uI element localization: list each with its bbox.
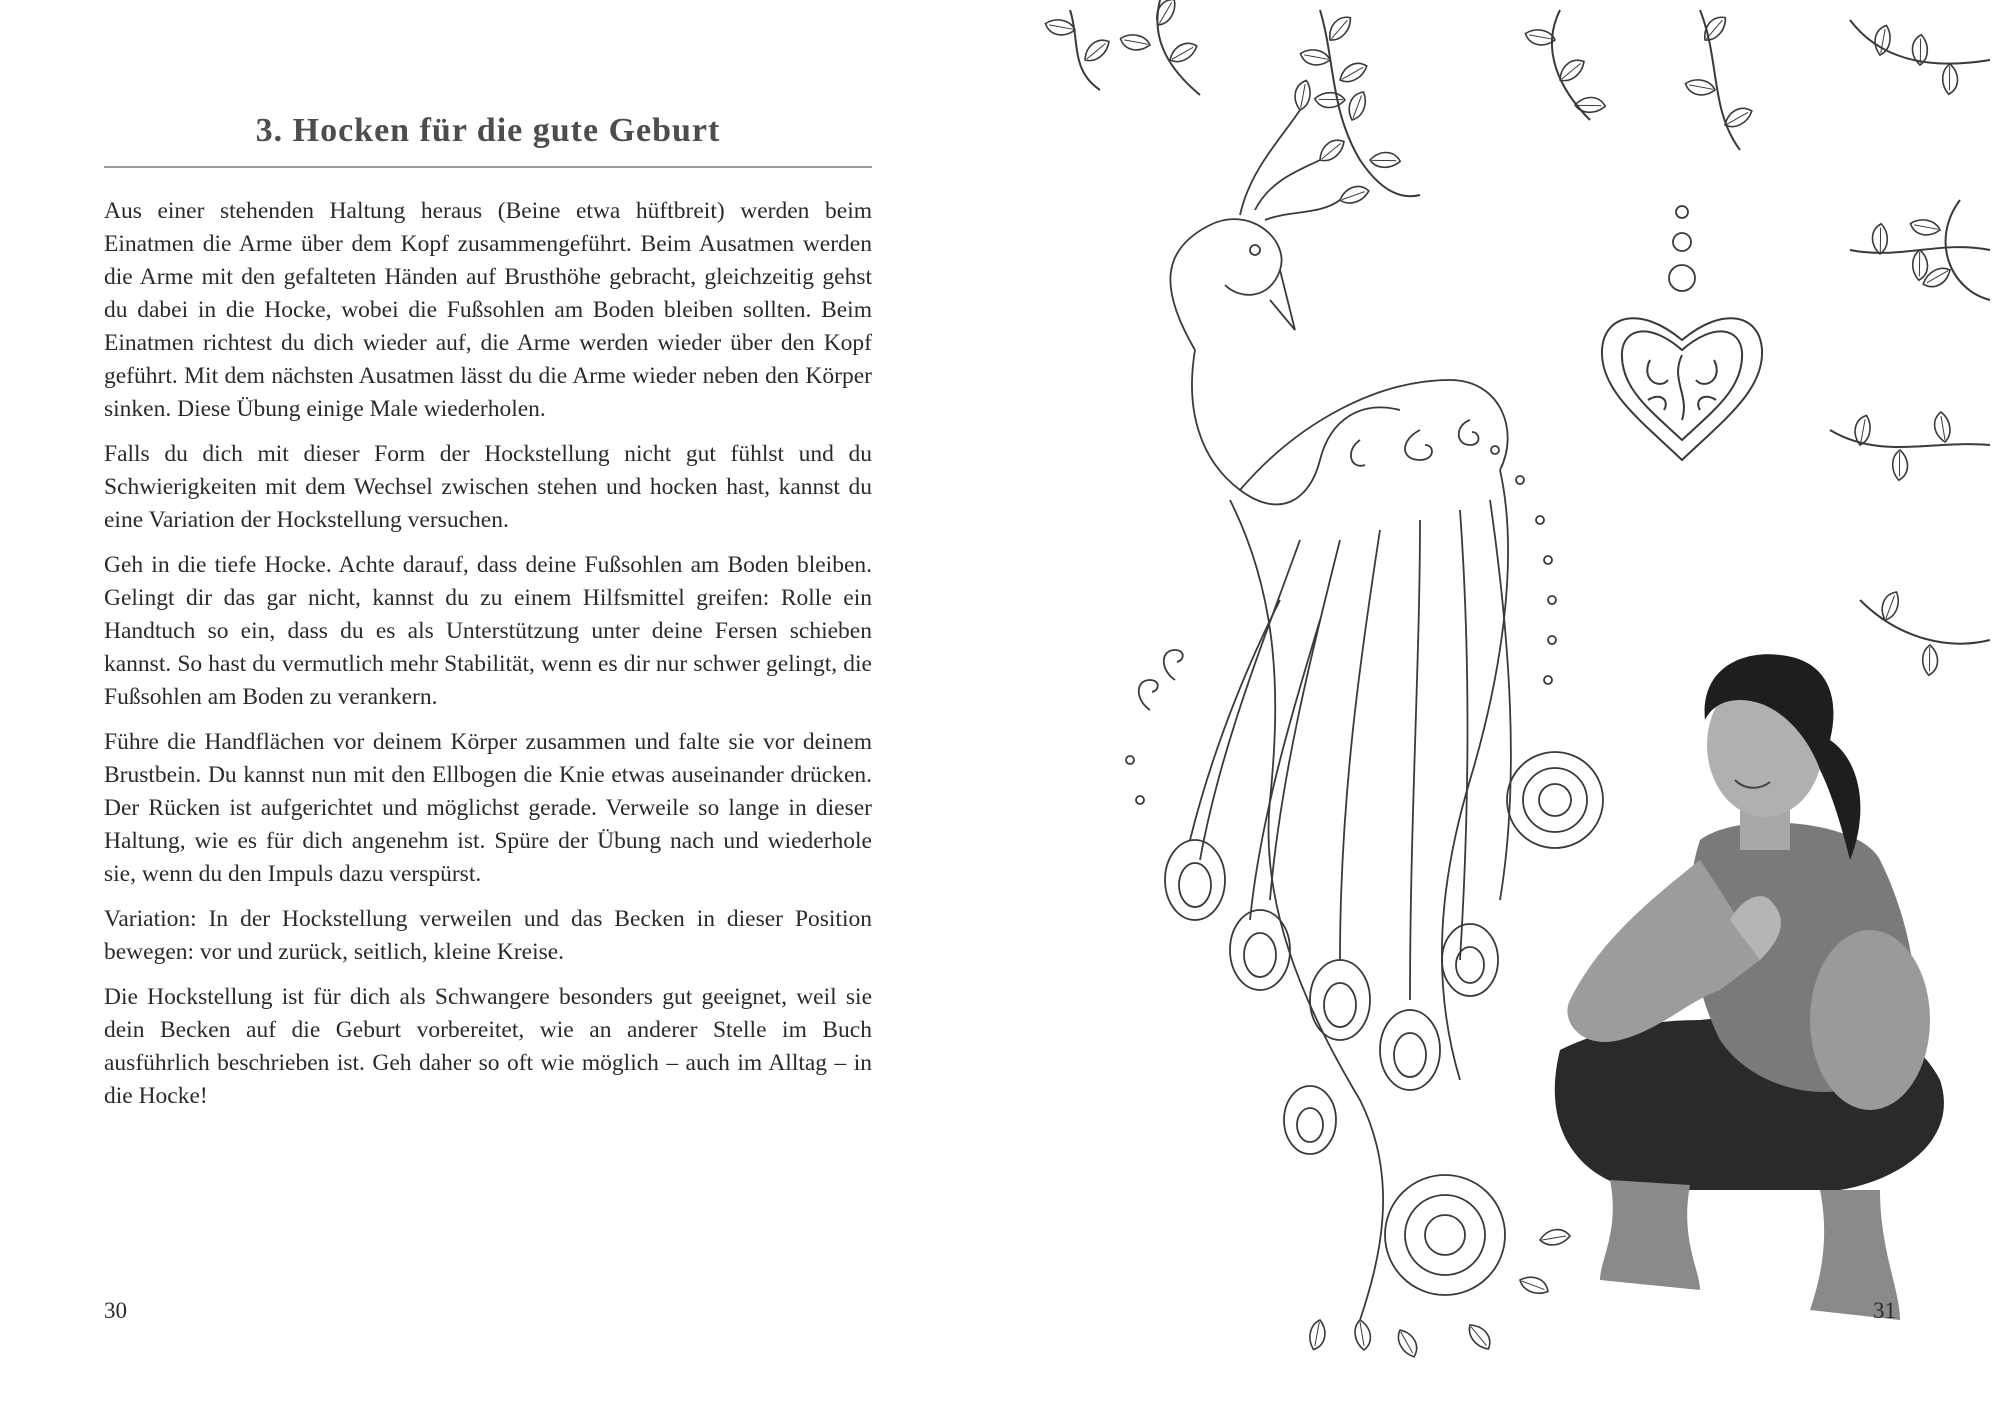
heading-rule bbox=[104, 166, 872, 168]
right-page bbox=[1000, 0, 2000, 1420]
paragraph: Variation: In der Hockstellung verweilen und das Becken in dieser Position bewegen: vor und zurück, seitlich, kleine Kreise. bbox=[104, 906, 872, 965]
section-heading: 3. Hocken für die gute Geburt bbox=[255, 112, 721, 149]
paragraph: Die Hockstellung ist für dich als Schwangere besonders gut geeignet, weil sie dein Becken auf die Geburt vorbereitet, wie an anderer Stelle im Buch ausführlich beschrieben ist. Geh daher so oft wie möglich – auch im Alltag – in die Hocke! bbox=[104, 984, 872, 1109]
paragraph: Aus einer stehenden Haltung heraus (Beine etwa hüftbreit) werden beim Einatmen die Arme über dem Kopf zusammengeführt. Beim Ausatmen werden die Arme mit den gefalteten Händen auf Brusthöhe gebracht, gleichzeitig gehst du dabei in die Hocke, wobei die Fußsohlen am Boden bleiben sollten. Beim Einatmen richtest du dich wieder auf, die Arme werden wieder über den Kopf geführt. Mit dem nächsten Ausatmen lässt du die Arme wieder neben den Körper sinken. Diese Übung einige Male wiederholen. bbox=[104, 198, 872, 422]
page-number-left: 30 bbox=[104, 1298, 127, 1323]
body-text bbox=[104, 195, 872, 1125]
paragraph: Führe die Handflächen vor deinem Körper zusammen und falte sie vor deinem Brustbein. Du kannst nun mit den Ellbogen die Knie etwas auseinander drücken. Der Rücken ist aufgerichtet und möglichst gerade. Verweile so lange in dieser Haltung, wie es für dich angenehm ist. Spüre der Übung nach und wiederhole sie, wenn du den Impuls dazu verspürst. bbox=[104, 729, 872, 887]
woman-squat-photo bbox=[1000, 0, 2000, 1420]
page-number-right: 31 bbox=[1873, 1298, 1896, 1323]
paragraph: Falls du dich mit dieser Form der Hockstellung nicht gut fühlst und du Schwierigkeiten mit dem Wechsel zwischen stehen und hocken hast, kannst du eine Variation der Hockstellung versuchen. bbox=[104, 441, 872, 533]
paragraph: Geh in die tiefe Hocke. Achte darauf, dass deine Fußsohlen am Boden bleiben. Gelingt dir das gar nicht, kannst du zu einem Hilfsmittel greifen: Rolle ein Handtuch so ein, dass du es als Unterstützung unter deine Fersen schieben kannst. So hast du vermutlich mehr Stabilität, wenn es dir nur schwer gelingt, die Fußsohlen am Boden zu verankern. bbox=[104, 552, 872, 710]
